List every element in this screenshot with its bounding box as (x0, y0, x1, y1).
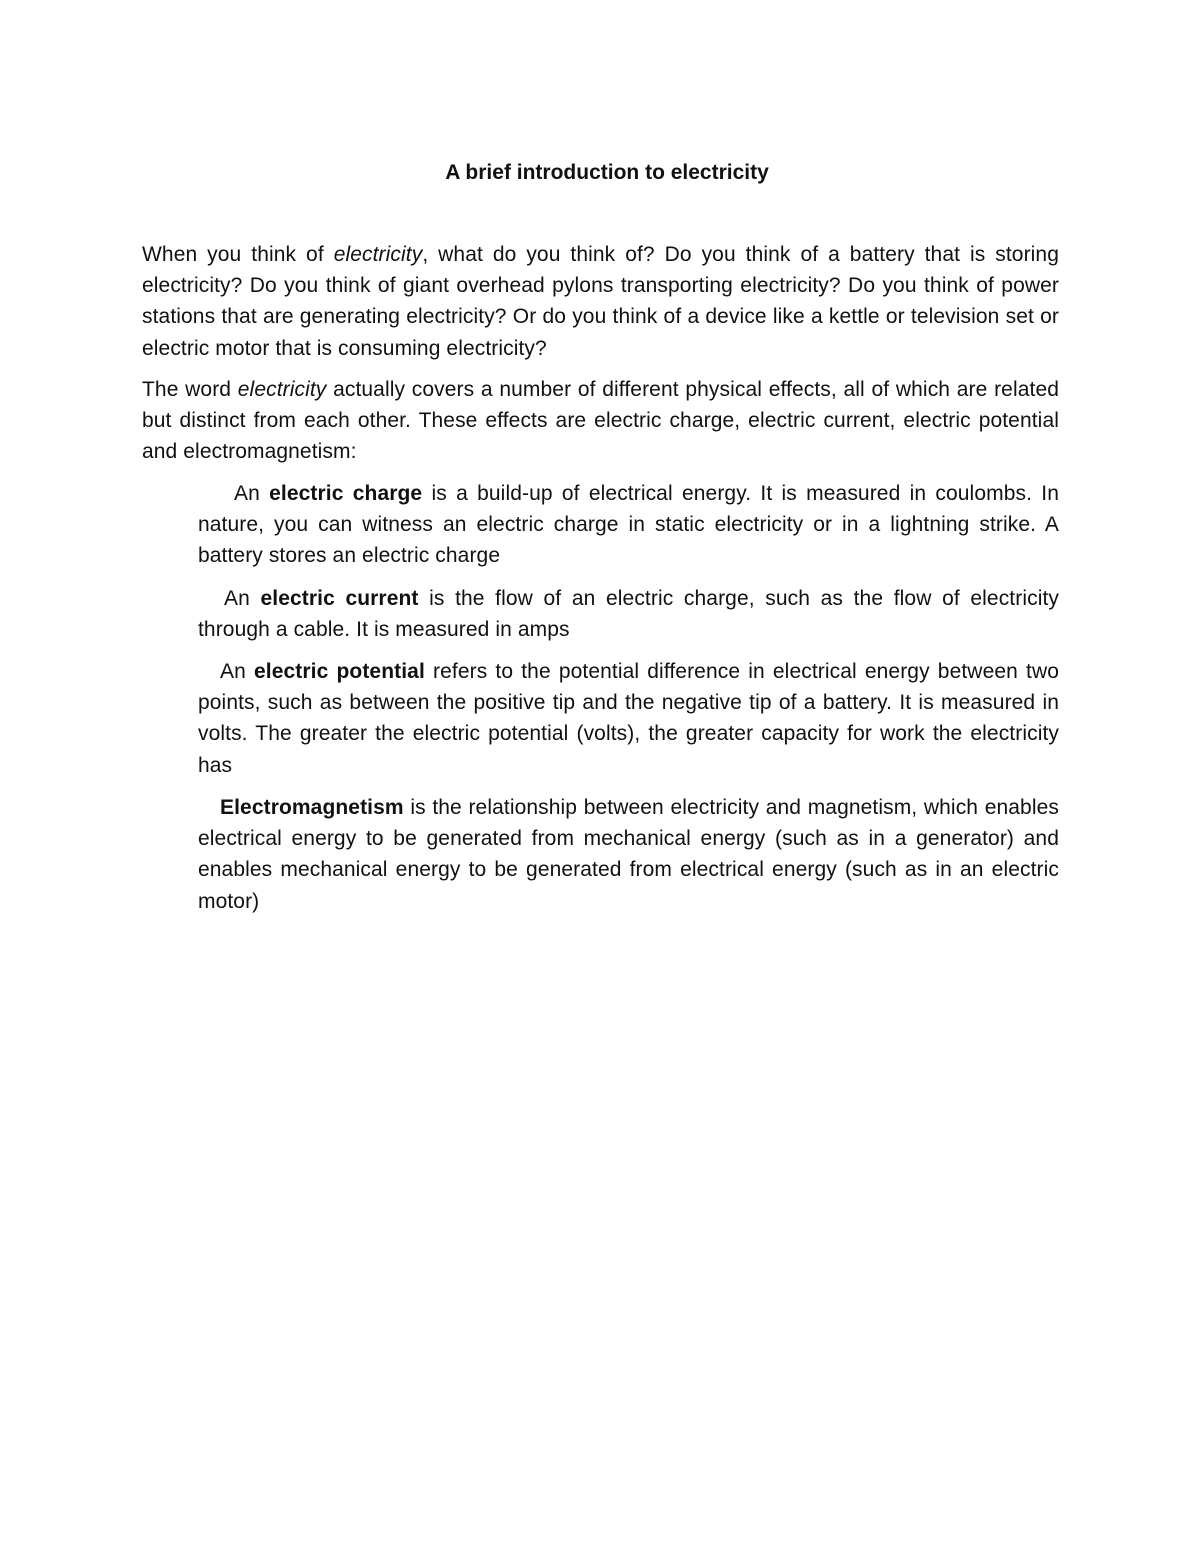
intro-p2-after: actually covers a number of different physical effects, all of which are related but distinct from each other. These effects are electric charge, electric current, electric potential and electromagnetism: (142, 378, 1060, 464)
list-item-electromagnetism (198, 792, 1059, 917)
item-term: Electromagnetism (220, 796, 404, 819)
item-text: refers to the potential difference in electrical energy between two points, such as between the positive tip and the negative tip of a battery. It is measured in volts. The greater the electric potential (volts), the greater capacity for work the electricity has (198, 660, 1060, 777)
intro-paragraph-1 (142, 239, 1059, 364)
item-lead: An (234, 482, 270, 505)
item-term: electric potential (254, 660, 425, 683)
list-item-electric-charge (198, 478, 1059, 572)
intro-p1-before: When you think of (142, 243, 334, 266)
item-term: electric charge (269, 482, 423, 505)
intro-p1-emphasis: electricity (333, 243, 423, 266)
list-item-electric-current (198, 583, 1059, 645)
item-text: is the flow of an electric charge, such as the flow of electricity through a cable. It is measured in amps (198, 587, 1059, 642)
list-item-electric-potential (198, 656, 1059, 781)
item-term: electric current (260, 587, 419, 610)
intro-p2-emphasis: electricity (237, 378, 327, 401)
intro-paragraph-2 (142, 374, 1059, 468)
document-title: A brief introduction to electricity (445, 161, 769, 184)
item-text: is a build-up of electrical energy. It is measured in coulombs. In nature, you can witness an electric charge in static electricity or in a lightning strike. A battery stores an electric charge (198, 482, 1059, 568)
intro-p1-after: , what do you think of? Do you think of a battery that is storing electricity? Do you think of giant overhead pylons transporting electricity? Do you think of power stations that are generating electricity? Or do you think of a device like a kettle or television set or electric motor that is consuming electricity? (142, 243, 1059, 360)
item-text: is the relationship between electricity and magnetism, which enables electrical energy to be generated from mechanical energy (such as in a generator) and enables mechanical energy to be generated from electrical energy (such as in an electric motor) (198, 796, 1059, 913)
intro-p2-before: The word (142, 378, 238, 401)
item-lead: An (220, 660, 255, 683)
item-lead: An (224, 587, 261, 610)
